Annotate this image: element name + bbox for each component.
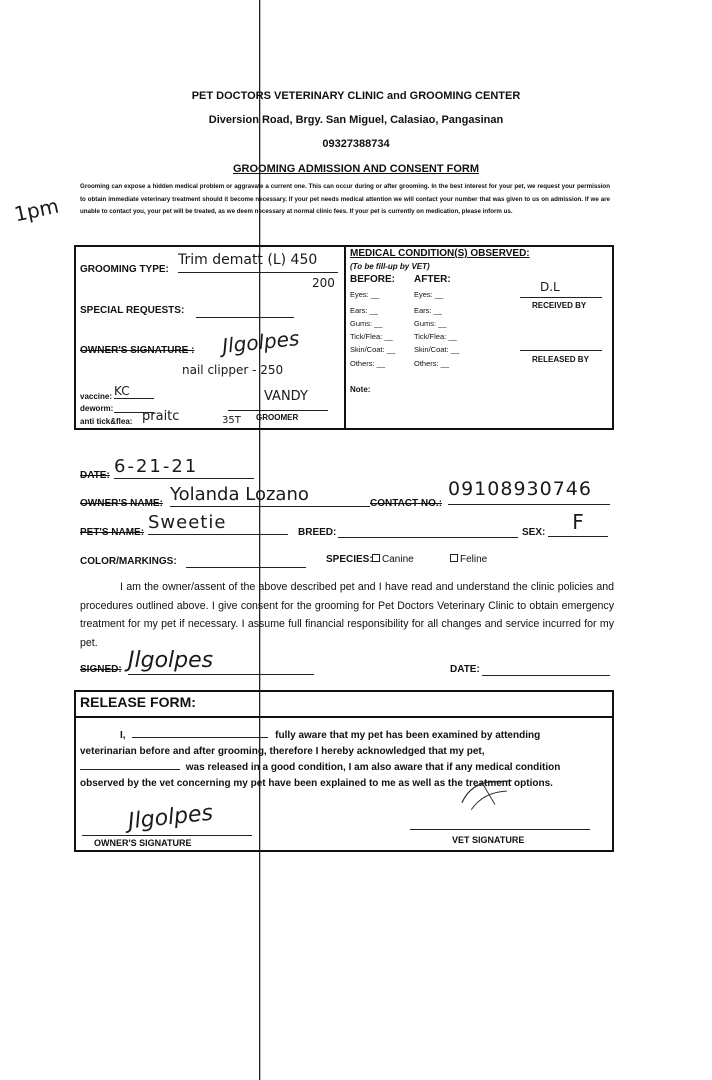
owner-signature-release: Jlgolpes	[126, 800, 215, 835]
consent-text: I am the owner/assent of the above described pet and I have read and understand the clinic policies and procedures outlined above. I give consent for the grooming for Pet Doctors Veterinary Clinic to obtain emergency treatment for my pet if necessary. I assume full financial responsibility for all changes and service incurred for my pet.	[80, 581, 614, 649]
after-skincoat: Skin/Coat: __	[414, 345, 460, 354]
release-line-1-text: fully aware that my pet has been examined by attending	[275, 730, 541, 741]
after-eyes-label: Eyes:	[414, 290, 433, 299]
release-form-title: RELEASE FORM:	[80, 694, 196, 710]
species-canine-label: Canine	[382, 554, 414, 565]
medical-subtitle: (To be fill-up by VET)	[350, 262, 430, 271]
margin-note: 1pm	[11, 193, 61, 227]
before-eyes: Eyes: __	[350, 290, 380, 299]
release-pet-field[interactable]	[80, 760, 180, 770]
medical-title: MEDICAL CONDITION(S) OBSERVED:	[350, 248, 530, 259]
date-label: DATE:	[80, 470, 110, 481]
before-skincoat: Skin/Coat: __	[350, 345, 396, 354]
after-tickflea: Tick/Flea: __	[414, 332, 457, 341]
after-label: AFTER:	[414, 274, 451, 285]
released-by-line	[520, 349, 602, 351]
before-gums: Gums: __	[350, 319, 383, 328]
grooming-type-field[interactable]: Trim dematt (L) 450	[178, 252, 338, 273]
before-label: BEFORE:	[350, 274, 395, 285]
form-title-text: GROOMING ADMISSION AND CONSENT FORM	[232, 163, 480, 175]
received-by-label: RECEIVED BY	[532, 301, 587, 310]
owner-signature-release-line	[82, 834, 252, 836]
before-skincoat-label: Skin/Coat:	[350, 345, 385, 354]
consent-date-field[interactable]	[482, 666, 610, 676]
note-label: Note:	[350, 385, 371, 394]
release-name-field[interactable]	[132, 728, 268, 738]
pet-name-label: PET'S NAME:	[80, 527, 145, 538]
vet-signature-line	[410, 828, 590, 830]
clinic-phone: 09327388734	[322, 138, 390, 150]
owner-name-label: OWNER'S NAME:	[80, 498, 163, 509]
grooming-box-divider	[344, 245, 346, 430]
release-line-3-text: was released in a good condition, I am also aware that if any medical condition	[185, 762, 561, 773]
color-markings-label: COLOR/MARKINGS:	[80, 556, 177, 567]
release-line-1	[80, 728, 610, 744]
after-skincoat-label: Skin/Coat:	[414, 345, 449, 354]
special-requests-label: SPECIAL REQUESTS:	[80, 305, 185, 316]
groomer-name: VANDY	[264, 389, 308, 404]
release-line-2: veterinarian before and after grooming, therefore I hereby acknowledged that my pet,	[80, 746, 485, 757]
sex-label: SEX:	[522, 527, 546, 538]
owner-signature-release-label: OWNER'S SIGNATURE	[94, 838, 192, 848]
before-eyes-label: Eyes:	[350, 290, 369, 299]
before-ears: Ears: __	[350, 306, 378, 315]
breed-field[interactable]	[338, 528, 518, 538]
clinic-name: PET DOCTORS VETERINARY CLINIC and GROOMING CENTER	[191, 90, 521, 102]
before-others: Others: __	[350, 359, 386, 368]
species-feline-option[interactable]	[450, 554, 487, 565]
date-field[interactable]: 6-21-21	[114, 456, 254, 479]
release-line-3	[80, 760, 610, 776]
vaccine-field[interactable]: KC	[114, 384, 154, 399]
antitick-value: praitc	[142, 409, 180, 424]
after-others-label: Others:	[414, 359, 439, 368]
after-ears-label: Ears:	[414, 306, 432, 315]
species-feline-checkbox[interactable]	[450, 554, 458, 562]
after-ears: Ears: __	[414, 306, 442, 315]
antitick-label: anti tick&flea:	[80, 417, 133, 426]
vaccine-label: vaccine:	[80, 392, 113, 401]
owner-name-field[interactable]: Yolanda Lozano	[170, 484, 370, 507]
intro-text: Grooming can expose a hidden medical problem or aggravate a current one. This can occur during or after grooming. In the best interest for your pet, we request your permission to obtain immediate veterinary treatment should it become necessary. If your pet needs medical attention we will contact your number that was given to us on admission. If we are unable to contact you, your pet will be treated, as we deem necessary at normal clinic fees. If your pet is currently on medication, please inform us.	[80, 183, 610, 215]
consent-date-label: DATE:	[450, 664, 480, 675]
contact-label: CONTACT NO.:	[370, 498, 443, 509]
grooming-type-label: GROOMING TYPE:	[80, 264, 169, 275]
vet-signature-label: VET SIGNATURE	[452, 835, 525, 845]
owner-signature-label: OWNER'S SIGNATURE :	[80, 345, 195, 356]
species-canine-checkbox[interactable]	[372, 554, 380, 562]
color-markings-field[interactable]	[186, 558, 306, 568]
received-by-value: D.L	[540, 280, 560, 294]
signed-field[interactable]: Jlgolpes	[128, 648, 314, 675]
species-feline-label: Feline	[460, 554, 488, 565]
deworm-label: deworm:	[80, 404, 114, 413]
grooming-type-extra: 200	[312, 276, 335, 290]
groomer-line	[228, 409, 328, 411]
after-gums: Gums: __	[414, 319, 447, 328]
received-by-line	[520, 296, 602, 298]
release-line-1-prefix: I,	[120, 730, 126, 741]
after-gums-label: Gums:	[414, 319, 437, 328]
contact-field[interactable]: 09108930746	[448, 478, 610, 505]
after-others: Others: __	[414, 359, 450, 368]
after-tickflea-label: Tick/Flea:	[414, 332, 447, 341]
before-ears-label: Ears:	[350, 306, 368, 315]
groomer-label: GROOMER	[256, 413, 299, 422]
antitick-amount: 35T	[222, 415, 241, 426]
clinic-address: Diversion Road, Brgy. San Miguel, Calasiao, Pangasinan	[208, 114, 504, 126]
species-canine-option[interactable]	[372, 554, 414, 565]
pet-name-field[interactable]: Sweetie	[148, 512, 288, 535]
form-title	[0, 159, 712, 177]
released-by-label: RELEASED BY	[532, 355, 589, 364]
sex-field[interactable]: F	[548, 510, 608, 537]
owner-signature-value: Jlgolpes	[220, 326, 301, 358]
before-gums-label: Gums:	[350, 319, 373, 328]
signed-label: SIGNED:	[80, 664, 122, 675]
species-label: SPECIES:	[326, 554, 373, 565]
breed-label: BREED:	[298, 527, 337, 538]
special-requests-field[interactable]	[196, 307, 294, 318]
release-form-title-rule	[74, 716, 614, 718]
before-tickflea: Tick/Flea: __	[350, 332, 393, 341]
before-tickflea-label: Tick/Flea:	[350, 332, 383, 341]
after-eyes: Eyes: __	[414, 290, 444, 299]
before-others-label: Others:	[350, 359, 375, 368]
extra-note: nail clipper - 250	[182, 363, 284, 377]
release-line-4: observed by the vet concerning my pet have been explained to me as well as the treatment options.	[80, 778, 553, 789]
